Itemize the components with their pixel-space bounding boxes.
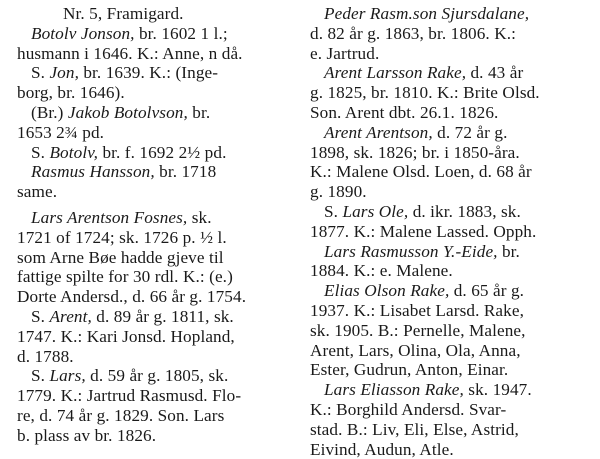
text-line — [17, 143, 289, 163]
text-line — [310, 281, 588, 301]
entry-text: br. f. 1692 2½ pd. — [98, 142, 227, 162]
person-name: Botolv, — [49, 142, 99, 162]
entry-text: re, d. 74 år g. 1829. Son. Lars — [17, 405, 225, 425]
text-line — [310, 222, 588, 242]
person-name: Arent Larsson Rake, — [324, 63, 467, 83]
entry-text: borg, br. 1646). — [17, 83, 125, 103]
text-line — [17, 208, 289, 228]
entry-text: Son. Arent dbt. 26.1. 1826. — [310, 102, 499, 122]
text-line — [310, 24, 588, 44]
text-line — [17, 347, 289, 367]
text-line — [310, 440, 588, 459]
entry-text: K.: Borghild Andersd. Svar- — [310, 399, 507, 419]
entry-text: (Br.) — [31, 102, 68, 122]
entry-text: fattige spilte for 30 rdl. K.: (e.) — [17, 267, 233, 287]
entry-text: 1877. K.: Malene Lassed. Opph. — [310, 221, 537, 241]
entry-text: g. 1890. — [310, 182, 367, 202]
person-name: Lars Arentson Fosnes, — [31, 207, 188, 227]
text-line — [310, 360, 588, 380]
text-line — [17, 267, 289, 287]
text-line — [310, 321, 588, 341]
text-line — [310, 182, 588, 202]
person-name: Peder Rasm.son Sjursdalane, — [324, 4, 530, 23]
person-name: Rasmus Hansson, — [31, 162, 155, 182]
person-name: Lars, — [49, 366, 86, 386]
text-line — [17, 103, 289, 123]
text-line — [310, 420, 588, 440]
text-line — [17, 386, 289, 406]
entry-text: sk. 1947. — [463, 380, 532, 400]
entry-text: S. — [31, 142, 50, 162]
text-line — [17, 307, 289, 327]
entry-text: som Arne Bøe hadde gjeve til — [17, 247, 224, 267]
entry-text: br. 1718 — [154, 162, 217, 182]
text-line — [17, 83, 289, 103]
entry-text: br. — [497, 241, 520, 261]
entry-text: Arent, Lars, Olina, Ola, Anna, — [310, 340, 521, 360]
entry-text: d. 1788. — [17, 346, 74, 366]
person-name: Elias Olson Rake, — [324, 281, 450, 301]
text-line — [17, 228, 289, 248]
person-name: Arent Arentson, — [324, 122, 433, 142]
entry-text: Dorte Andersd., d. 66 år g. 1754. — [17, 287, 247, 307]
left-column — [17, 4, 289, 446]
text-line — [17, 182, 289, 202]
text-line — [310, 103, 588, 123]
person-name: Jakob Botolvson, — [67, 102, 188, 122]
entry-text: 1747. K.: Kari Jonsd. Hopland, — [17, 326, 235, 346]
person-name: Lars Eliasson Rake, — [324, 380, 464, 400]
text-line — [17, 44, 289, 64]
text-line — [17, 406, 289, 426]
entry-text: d. 82 år g. 1863, br. 1806. K.: — [310, 23, 516, 43]
entry-text: Ester, Gudrun, Anton, Einar. — [310, 360, 509, 380]
text-line — [310, 380, 588, 400]
entry-text: S. — [31, 63, 50, 83]
text-line — [17, 327, 289, 347]
entry-text: e. Jartrud. — [310, 43, 380, 63]
text-line — [310, 44, 588, 64]
person-name: Lars Rasmusson Y.-Eide, — [324, 241, 498, 261]
entry-text: 1884. K.: e. Malene. — [310, 261, 453, 281]
entry-text: d. 89 år g. 1811, sk. — [91, 306, 234, 326]
entry-text: K.: Malene Olsd. Loen, d. 68 år — [310, 162, 532, 182]
text-line — [310, 162, 588, 182]
text-line — [310, 341, 588, 361]
person-name: Lars Ole, — [342, 201, 409, 221]
entry-text: sk. — [187, 207, 212, 227]
text-line — [310, 4, 588, 24]
entry-text: S. — [31, 306, 50, 326]
text-line — [17, 426, 289, 446]
entry-text: sk. 1905. B.: Pernelle, Malene, — [310, 320, 526, 340]
text-line — [310, 202, 588, 222]
entry-text: 1779. K.: Jartrud Rasmusd. Flo- — [17, 386, 242, 406]
text-line — [17, 63, 289, 83]
entry-text: 1898, sk. 1826; br. i 1850-åra. — [310, 142, 520, 162]
text-line — [17, 248, 289, 268]
person-name: Botolv Jonson, — [31, 23, 135, 43]
text-line — [310, 63, 588, 83]
entry-text: d. ikr. 1883, sk. — [408, 201, 521, 221]
entry-text: 1653 2¾ pd. — [17, 122, 105, 142]
text-line — [17, 24, 289, 44]
right-column — [310, 4, 588, 459]
entry-text: same. — [17, 182, 58, 202]
entry-text: b. plass av br. 1826. — [17, 425, 157, 445]
text-line — [17, 366, 289, 386]
text-line — [310, 261, 588, 281]
entry-text: S. — [324, 201, 343, 221]
text-line — [310, 400, 588, 420]
text-line — [17, 162, 289, 182]
text-line — [310, 123, 588, 143]
text-line — [310, 143, 588, 163]
entry-text: d. 65 år g. — [449, 281, 525, 301]
entry-text: br. 1639. K.: (Inge- — [78, 63, 219, 83]
entry-text: d. 43 år — [466, 63, 524, 83]
text-line — [17, 287, 289, 307]
entry-text: 1721 of 1724; sk. 1726 p. ½ l. — [17, 227, 227, 247]
entry-text: 1937. K.: Lisabet Larsd. Rake, — [310, 300, 524, 320]
entry-text: Nr. 5, Framigard. — [63, 4, 184, 23]
person-name: Jon, — [49, 63, 79, 83]
text-line — [310, 301, 588, 321]
entry-text: d. 72 år g. — [432, 122, 508, 142]
text-line — [17, 123, 289, 143]
entry-text: S. — [31, 366, 50, 386]
text-line — [310, 242, 588, 262]
text-line — [310, 83, 588, 103]
entry-text: Eivind, Audun, Atle. — [310, 439, 454, 459]
entry-text: br. — [187, 102, 211, 122]
farm-heading — [17, 4, 289, 24]
entry-text: br. 1602 1 l.; — [134, 23, 228, 43]
person-name: Arent, — [49, 306, 92, 326]
entry-text: g. 1825, br. 1810. K.: Brite Olsd. — [310, 83, 540, 103]
entry-text: stad. B.: Liv, Eli, Else, Astrid, — [310, 419, 519, 439]
entry-text: husmann i 1646. K.: Anne, n då. — [17, 43, 243, 63]
entry-text: d. 59 år g. 1805, sk. — [85, 366, 229, 386]
